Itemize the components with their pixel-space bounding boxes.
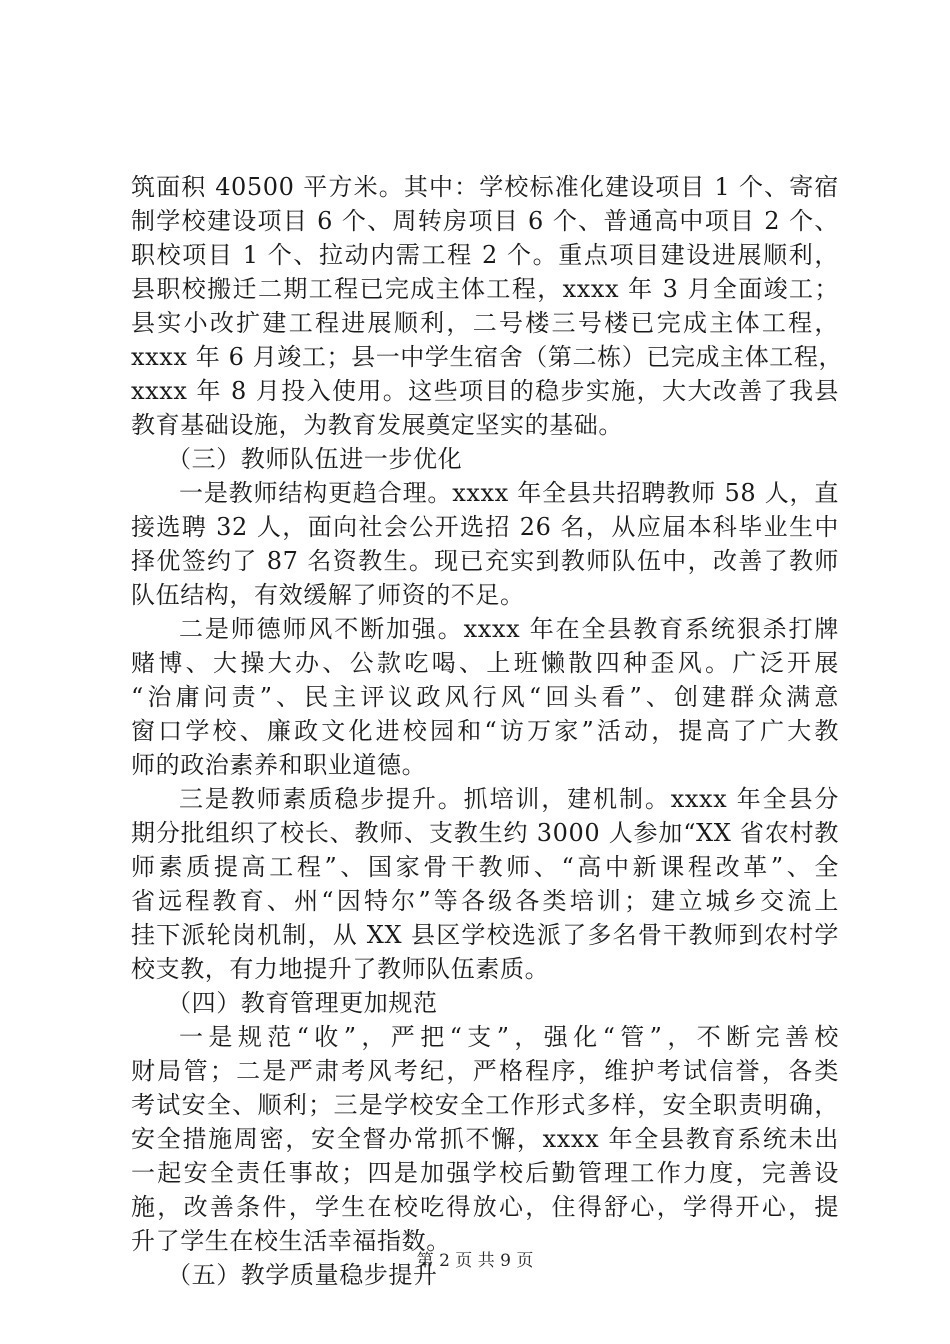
body-line: 施，改善条件，学生在校吃得放心，住得舒心，学得开心，提 (131, 1193, 839, 1221)
section-heading: （五）教学质量稳步提升 (167, 1261, 438, 1289)
body-line: 制学校建设项目 6 个、周转房项目 6 个、普通高中项目 2 个、 (131, 207, 839, 235)
body-line: 师素质提高工程”、国家骨干教师、“高中新课程改革”、全 (131, 853, 839, 881)
body-line: xxxx 年 6 月竣工；县一中学生宿舍（第二栋）已完成主体工程， (131, 343, 844, 371)
body-line: “治庸问责”、民主评议政风行风“回头看”、创建群众满意 (131, 683, 839, 711)
body-line: 窗口学校、廉政文化进校园和“访万家”活动，提高了广大教 (131, 717, 839, 745)
body-line: 县职校搬迁二期工程已完成主体工程，xxxx 年 3 月全面竣工； (131, 275, 839, 303)
body-line: 职校项目 1 个、拉动内需工程 2 个。重点项目建设进展顺利， (131, 241, 839, 269)
body-line: 队伍结构，有效缓解了师资的不足。 (131, 581, 525, 609)
body-line: 安全措施周密，安全督办常抓不懈，xxxx 年全县教育系统未出 (131, 1125, 839, 1153)
page-number-footer: 第 2 页 共 9 页 (416, 1251, 534, 1271)
paragraph-first-line: 二是师德师风不断加强。xxxx 年在全县教育系统狠杀打牌 (179, 615, 839, 643)
body-line: 校支教，有力地提升了教师队伍素质。 (131, 955, 550, 983)
body-line: 期分批组织了校长、教师、支教生约 3000 人参加“XX 省农村教 (131, 819, 839, 847)
body-line: 挂下派轮岗机制，从 XX 县区学校选派了多名骨干教师到农村学 (131, 921, 839, 949)
document-body (131, 170, 844, 1292)
body-line: 筑面积 40500 平方米。其中：学校标准化建设项目 1 个、寄宿 (131, 173, 839, 201)
section-heading: （四）教育管理更加规范 (167, 989, 438, 1017)
body-line: 县实小改扩建工程进展顺利，二号楼三号楼已完成主体工程， (131, 309, 839, 337)
body-line: 财局管；二是严肃考风考纪，严格程序，维护考试信誉，各类 (131, 1057, 839, 1085)
paragraph-first-line: 三是教师素质稳步提升。抓培训，建机制。xxxx 年全县分 (179, 785, 839, 813)
section-heading: （三）教师队伍进一步优化 (167, 445, 463, 473)
paragraph-first-line: 一是规范“收”，严把“支”，强化“管”，不断完善校 (179, 1023, 839, 1051)
body-line: 一起安全责任事故；四是加强学校后勤管理工作力度，完善设 (131, 1159, 839, 1187)
paragraph-first-line: 一是教师结构更趋合理。xxxx 年全县共招聘教师 58 人，直 (179, 479, 839, 507)
body-line: 考试安全、顺利；三是学校安全工作形式多样，安全职责明确， (131, 1091, 839, 1119)
body-line: 接选聘 32 人，面向社会公开选招 26 名，从应届本科毕业生中 (131, 513, 839, 541)
body-line: 赌博、大操大办、公款吃喝、上班懒散四种歪风。广泛开展 (131, 649, 839, 677)
body-line: xxxx 年 8 月投入使用。这些项目的稳步实施，大大改善了我县 (131, 377, 839, 405)
body-line: 升了学生在校生活幸福指数。 (131, 1227, 451, 1255)
body-line: 教育基础设施，为教育发展奠定坚实的基础。 (131, 411, 623, 439)
body-line: 师的政治素养和职业道德。 (131, 751, 427, 779)
body-line: 省远程教育、州“因特尔”等各级各类培训；建立城乡交流上 (131, 887, 839, 915)
body-line: 择优签约了 87 名资教生。现已充实到教师队伍中，改善了教师 (131, 547, 839, 575)
